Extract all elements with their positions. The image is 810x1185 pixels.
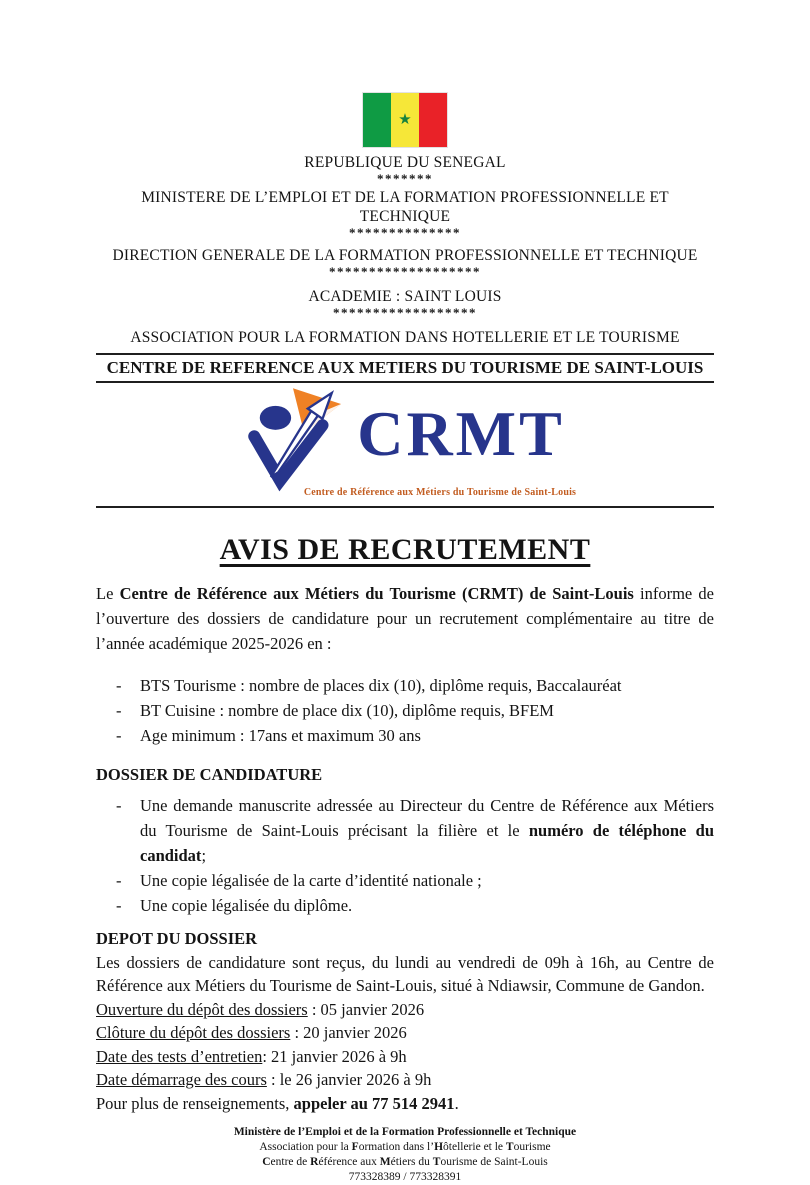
flag-stripe-green bbox=[363, 93, 391, 147]
date-line-demarrage: Date démarrage des cours : le 26 janvier 2026 à 9h bbox=[96, 1070, 432, 1089]
date-line-cloture: Clôture du dépôt des dossiers : 20 janvier 2026 bbox=[96, 1023, 407, 1042]
dash-marker: - bbox=[116, 795, 122, 815]
centre-banner: CENTRE DE REFERENCE AUX METIERS DU TOURISME DE SAINT-LOUIS bbox=[96, 353, 714, 383]
list-item-text: Une demande manuscrite adressée au Directeur du Centre de Référence aux Métiers du Tourisme de Saint-Louis précisant la filière et le numéro de téléphone du candidat; bbox=[140, 795, 714, 865]
header-direction: DIRECTION GENERALE DE LA FORMATION PROFESSIONNELLE ET TECHNIQUE bbox=[112, 247, 698, 264]
header-academie: ACADEMIE : SAINT LOUIS bbox=[308, 288, 502, 305]
crmt-logo bbox=[96, 387, 714, 498]
person-head-icon bbox=[260, 406, 291, 430]
header-separator-4: ****************** bbox=[333, 305, 477, 320]
list-item-text: Une copie légalisée de la carte d’identité nationale ; bbox=[140, 870, 482, 890]
dash-marker: - bbox=[116, 870, 122, 890]
list-item bbox=[96, 698, 714, 723]
horizontal-rule bbox=[96, 506, 714, 508]
dash-marker: - bbox=[116, 675, 122, 695]
section-heading-depot: DEPOT DU DOSSIER bbox=[96, 928, 258, 948]
footer-line: Ministère de l’Emploi et de la Formation Professionnelle et Technique bbox=[233, 1126, 577, 1138]
header-association: ASSOCIATION POUR LA FORMATION DANS HOTELLERIE ET LE TOURISME bbox=[130, 329, 680, 346]
contact-line: Pour plus de renseignements, appeler au 77 514 2941. bbox=[96, 1093, 459, 1113]
header-ministere: MINISTERE DE L’EMPLOI ET DE LA FORMATION PROFESSIONNELLE ET TECHNIQUE bbox=[141, 189, 669, 225]
senegal-flag bbox=[363, 93, 447, 147]
list-item-text: BT Cuisine : nombre de place dix (10), diplôme requis, BFEM bbox=[140, 700, 554, 720]
date-line-ouverture: Ouverture du dépôt des dossiers : 05 janvier 2026 bbox=[96, 999, 425, 1019]
dossier-list bbox=[96, 793, 714, 918]
header-separator-1: ******* bbox=[377, 171, 433, 186]
footer-line: Centre de Référence aux Métiers du Tourisme de Saint-Louis bbox=[262, 1156, 548, 1168]
date-line-tests: Date des tests d’entretien: 21 janvier 2026 à 9h bbox=[96, 1046, 407, 1066]
programme-list bbox=[96, 673, 714, 748]
flag-star-icon: ★ bbox=[398, 109, 412, 128]
list-item-text: Une copie légalisée du diplôme. bbox=[140, 895, 353, 915]
list-item bbox=[96, 793, 714, 868]
flag-stripe-yellow bbox=[391, 93, 419, 147]
list-item bbox=[96, 893, 714, 918]
crmt-logo-emblem bbox=[245, 387, 365, 493]
header-separator-3: ******************* bbox=[329, 264, 481, 279]
header-republique: REPUBLIQUE DU SENEGAL bbox=[304, 154, 506, 171]
crmt-acronym: CRMT bbox=[357, 398, 565, 469]
dash-marker: - bbox=[116, 725, 122, 745]
document-footer bbox=[96, 1125, 714, 1185]
section-heading-dossier: DOSSIER DE CANDIDATURE bbox=[96, 764, 323, 784]
footer-line: Association pour la Formation dans l’Hôtellerie et le Tourisme bbox=[259, 1141, 551, 1153]
list-item-text: Age minimum : 17ans et maximum 30 ans bbox=[140, 725, 421, 745]
dash-marker: - bbox=[116, 895, 122, 915]
depot-paragraph: Les dossiers de candidature sont reçus, du lundi au vendredi de 09h à 16h, au Centre de Référence aux Métiers du Tourisme de Saint-Louis, situé à Ndiawsir, Commune de Gandon. bbox=[96, 952, 714, 995]
crmt-tagline: Centre de Référence aux Métiers du Tourisme de Saint-Louis bbox=[303, 487, 577, 498]
list-item-text: BTS Tourisme : nombre de places dix (10), diplôme requis, Baccalauréat bbox=[140, 675, 622, 695]
intro-paragraph: Le Centre de Référence aux Métiers du Tourisme (CRMT) de Saint-Louis informe de l’ouverture des dossiers de candidature pour un recrutement complémentaire au titre de l’année académique 2025-2026 en : bbox=[96, 584, 714, 653]
list-item bbox=[96, 723, 714, 748]
page-title: AVIS DE RECRUTEMENT bbox=[219, 533, 591, 566]
list-item bbox=[96, 673, 714, 698]
dash-marker: - bbox=[116, 700, 122, 720]
footer-line: 773328389 / 773328391 bbox=[348, 1171, 462, 1183]
list-item bbox=[96, 868, 714, 893]
flag-stripe-red bbox=[419, 93, 447, 147]
header-separator-2: ************** bbox=[349, 225, 461, 240]
